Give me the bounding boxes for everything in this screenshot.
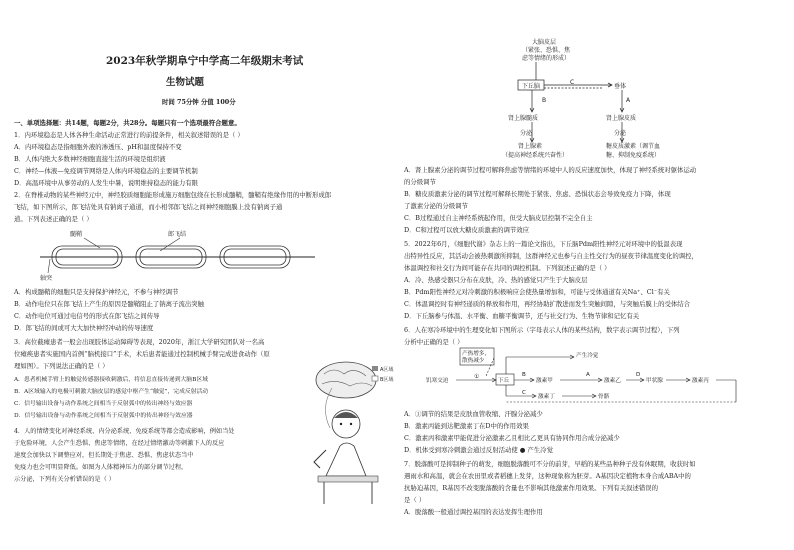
question-1-option-d: D．高温环境中从事劳动的人发生中暑，说明维持稳态的能力有限 xyxy=(14,179,199,187)
question-5-stem-line-2: 出特异性反应，其活动会被热刺激所抑制，这群神经元也参与自主性交行为的昼夜节律温度变化的调控， xyxy=(404,252,698,260)
question-7-stem-line-1: 7．脱落酸可是抑制种子的萌发，细胞脱落酸可不分的前芽，早稻的某些品种种子没有休眠期，收获时如 xyxy=(404,460,696,468)
myelin-label: 髓鞘 xyxy=(70,231,83,238)
question-3-stem-line-1: 3．高位截瘫患者一般会出现肢体运动障碍等表现，2020年，浙江大学研究团队对一名高 xyxy=(14,338,265,346)
question-4-option-d: D．C和过程可以放大糖皮质激素的调节效应 xyxy=(404,226,530,234)
question-4-stem-line-3: 速度会加快以下调整应对，但长期处于焦虑、恐惧、焦虑状态当中 xyxy=(14,452,194,459)
question-3-option-b: B．A区域输入的电极可刺激大脑皮层的感觉中枢产生“触觉”，完成反射活动 xyxy=(14,389,209,395)
question-2-stem-line-3: 道。下列表述正确的是（ ） xyxy=(14,215,93,223)
hypothalamus-box-label: 下丘 xyxy=(498,378,510,384)
question-6-option-b: B．激素丙能到达靶激素丁在D中的作用效果 xyxy=(404,422,529,430)
cortex-label: 大脑皮层 xyxy=(532,39,557,46)
question-5-stem-line-1: 5．2022年6月，《细胞代谢》杂志上的一篇论文指出，下丘脑Pdm阳性神经元对环境中的低温表现 xyxy=(404,240,683,248)
question-7-stem-line-3: 抗胁迫基因，R基因不改变脱落酸的含量也不影响其他激素作用效果。下列有关叙述错误的 xyxy=(404,484,659,492)
bone-label: 骨骼 xyxy=(598,394,610,400)
area-b-label: B区域 xyxy=(380,377,394,383)
adrenal-cortex-label: 肾上腺皮质 xyxy=(606,115,637,122)
heat-label-1: 产热增多， xyxy=(462,351,490,357)
pituitary-label: 垂体 xyxy=(614,83,627,90)
hormone-c-label: 激素丙 xyxy=(692,378,709,384)
question-7-stem-line-4: 是（ ） xyxy=(404,496,426,504)
question-4-option-a-line-1: A．肾上腺素分泌的调节过程可解释焦虑等情绪的环境中人的反应速度加快，体现了神经系统对躯体运动 xyxy=(404,166,697,174)
process-1-label: ① xyxy=(474,374,480,380)
question-4-stem-line-5: 示分泌，下列有关分析错误的是（ ） xyxy=(14,476,115,483)
question-4-stem-line-4: 免疫力也会可明显降低。如图为人体精神压力的部分调节过程， xyxy=(14,464,188,471)
secrete-label-1: 分泌 xyxy=(520,130,533,137)
question-1-option-c: C．神经—体液—免疫调节网络是人体内环境稳态的主要调节机制 xyxy=(14,167,198,175)
question-6-option-c: C．激素丙和激素甲能促进分泌激素乙且相比乙更具有协同作用合成分泌减少 xyxy=(404,434,620,442)
question-2-stem-line-2: 飞结，如下图所示，郎飞结处具有钠离子通道，而小相邻郎飞结之间神经细胞膜上没有钠离子通 xyxy=(14,203,283,211)
cortisol-effect: 糖、抑制免疫系统） xyxy=(606,152,661,159)
c-label: C xyxy=(570,79,575,86)
question-6-option-a: A．①调节的结果是皮肤血管收缩、汗腺分泌减少 xyxy=(404,410,543,418)
cortisol-label: 糖皮质激素（调节血 xyxy=(606,143,661,150)
b-label: B xyxy=(542,97,547,104)
cortex-sub-2: 虑等情绪的形成） xyxy=(522,55,571,62)
axon-label: 轴突 xyxy=(40,275,53,282)
b-node-label: B xyxy=(522,372,526,378)
d-node-label: D xyxy=(636,372,641,378)
hormone-a-label: 激素甲 xyxy=(536,378,553,384)
question-4-stem-line-1: 4．人的情绪变化对神经系统、内分泌系统、免疫系统等都会造成影响，例如当处 xyxy=(14,428,235,435)
question-3-option-d: D．信号输出设备与动作系统之间相当于反射弧中的传出神经与效应器 xyxy=(14,413,193,419)
question-3-option-c: C．信号输出设备与动作系统之间相当于反射弧中的传出神经与效应器 xyxy=(14,401,193,407)
question-4-option-b-line-1: B．糖皮质激素分泌的调节过程可解释长期处于紧张、焦虑、恐惧状态会导致免疫力下降，体现 xyxy=(404,190,671,198)
exam-title: 2023年秋学期阜宁中学高二年级期末考试 xyxy=(106,55,304,67)
secrete-label-2: 分泌 xyxy=(614,130,627,137)
question-7-stem-line-2: 遇雨水和高温，就会在农田里或者稻穗上发芽，这种现象称为胚芽。A基因决定植物本身合成ABA中的 xyxy=(404,472,691,480)
question-7-option-a: A．脱落酸一般通过调控基因的表达发挥生理作用 xyxy=(404,508,543,516)
question-2-stem-line-1: 2．在脊椎动物的某些神经元中，神经胶质细胞能形成施万细胞包绕在长形成髓鞘，髓鞘有绝缘作用的中断形成郎 xyxy=(14,191,332,199)
question-6-stem-line-1: 6．人在寒冷环境中的生理变化如下图所示（字母表示人体的某些结构，数字表示调节过程），下列 xyxy=(404,326,680,334)
question-4-stem-line-2: 于危险环境，人会产生恐惧、焦虑等情绪，在经过情绪激动等刺激下人的反应 xyxy=(14,440,225,447)
question-5-option-b: B．Pdm阳性神经元对冷刺激的积极响应会使热量增加和，可能与受体通道有关Na⁺、Cl⁻有关 xyxy=(404,288,670,296)
a-node-label: A xyxy=(586,372,590,378)
question-5-option-d: D．下丘脑参与体温、水平衡、血糖平衡调节，还与社交行为、生物节律和记忆有关 xyxy=(404,312,640,320)
cold-sense-label: 产生冷觉 xyxy=(576,353,599,359)
question-3-option-a: A．患者机械手臂上的触觉传感器接收刺激后，将信息直接传递到大脑B区域 xyxy=(14,377,208,383)
question-5-option-c: C．体温调控时有神经递质的释放和作用，再经协助扩散进而发生突触间隙，与突触后膜上的受体结合 xyxy=(404,300,691,308)
question-2-option-b: B．动作电位只在郎飞结上产生的原因是髓鞘阻止了钠离子流出突触 xyxy=(14,300,205,308)
question-5-stem-line-3: 体温调控和社交行为间可能存在共同的调控机制。下列叙述正确的是（ ） xyxy=(404,264,611,272)
area-a-label: A区域 xyxy=(380,367,394,373)
adrenal-medulla-label: 肾上腺髓质 xyxy=(508,115,539,122)
section-heading: 一、单项选择题：共14题，每题2分，共28分。每题只有一个选项最符合题意。 xyxy=(14,119,241,127)
thyroid-label: 甲状腺 xyxy=(646,378,663,384)
question-4-option-c: C．B过程通过自主神经系统起作用，但受大脑皮层控制不完全自主 xyxy=(404,214,593,222)
hormone-d-label: 激素丁 xyxy=(538,394,555,400)
cold-stimulus-label: 饥寒交迫 xyxy=(426,378,449,384)
myelin-axon-figure xyxy=(40,226,320,282)
heat-label-2: 散热减少 xyxy=(462,358,485,364)
question-4-option-b-line-2: 了激素分泌的分级调节 xyxy=(404,202,468,210)
question-6-option-d: D．机体受到寒冷刺激会通过反射活动使 ● 产生冷觉 xyxy=(404,446,553,454)
exam-meta: 时间 75分钟 分值 100分 xyxy=(162,98,236,106)
question-1-stem: 1．内环境稳态是人体各种生命活动正常进行的前提条件，相关叙述错误的是（ ） xyxy=(14,131,244,139)
question-4-option-a-line-2: 的分级调节 xyxy=(404,178,436,186)
c-node-label: C xyxy=(522,390,526,396)
adrenaline-label: 肾上腺素 xyxy=(518,143,543,150)
cold-regulation-figure xyxy=(426,348,746,406)
cortex-sub-1: （紧张、恐惧、焦 xyxy=(522,47,571,54)
question-3-stem-line-2: 位瘫痪患者实施国内首例“脑机接口”手术，术后患者能通过控制机械手臂完成进食动作（原 xyxy=(14,350,270,358)
question-2-option-a: A．构成髓鞘的细胞只是支持保护神经元，不参与神经调节 xyxy=(14,288,179,296)
brain-interface-figure xyxy=(310,358,394,508)
question-1-option-b: B．人体内绝大多数神经细胞直接生活的环境是组织液 xyxy=(14,155,166,163)
adrenaline-effect: （提高神经系统兴奋性） xyxy=(502,152,569,159)
a-label: A xyxy=(626,97,631,104)
question-5-option-a: A．冷、热感受器只分布在皮肤，冷、热的感觉只产生于大脑皮层 xyxy=(404,276,588,284)
node-label: 郎飞结 xyxy=(168,231,187,238)
hormone-b-label: 激素乙 xyxy=(604,378,621,384)
hypothalamus-label: 下丘脑 xyxy=(522,83,541,90)
question-6-stem-line-2: 分析中正确的是（ ） xyxy=(404,338,464,346)
stress-regulation-figure xyxy=(502,36,702,164)
question-1-option-a: A．内环境稳态是指细胞外液的渗透压、pH和温度保持不变 xyxy=(14,143,182,151)
question-2-option-d: D．郎飞结的间或可大大加快神经冲动的传导速度 xyxy=(14,324,154,332)
question-3-stem-line-3: 理如图）。下列说法正确的是（ ） xyxy=(14,362,109,370)
exam-subject: 生物试题 xyxy=(166,77,205,88)
question-2-option-c: C．动作电位可通过电信号的形式在郎飞结之间传导 xyxy=(14,312,160,320)
